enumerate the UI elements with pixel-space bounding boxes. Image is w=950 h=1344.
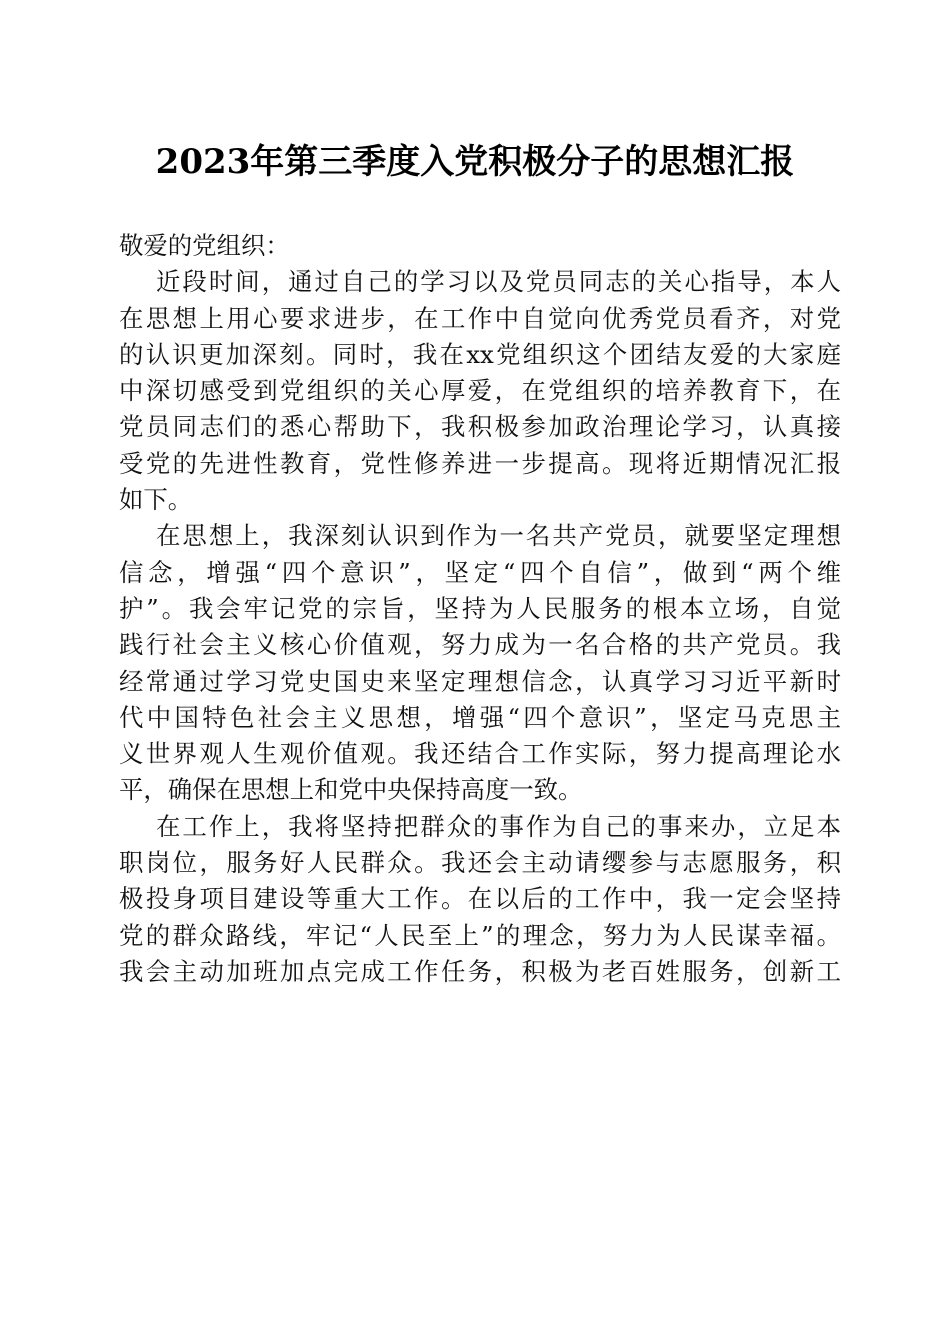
text-line: 如下。 — [119, 485, 193, 515]
document-body — [119, 228, 841, 990]
paragraph-intro — [119, 264, 841, 518]
text-line: 在思想上用心要求进步，在工作中自觉向优秀党员看齐，对党 — [119, 303, 841, 333]
text-line: 护”。我会牢记党的宗旨，坚持为人民服务的根本立场，自觉 — [119, 593, 841, 623]
text-line: 践行社会主义核心价值观，努力成为一名合格的共产党员。我 — [119, 630, 841, 660]
paragraph-work — [119, 809, 841, 990]
text-line: 极投身项目建设等重大工作。在以后的工作中，我一定会坚持 — [119, 884, 841, 914]
text-line: 信念，增强“四个意识”，坚定“四个自信”，做到“两个维 — [119, 557, 841, 587]
text-line: 义世界观人生观价值观。我还结合工作实际，努力提高理论水 — [119, 739, 841, 769]
text-line: 在思想上，我深刻认识到作为一名共产党员，就要坚定理想 — [156, 521, 841, 551]
text-line: 职岗位，服务好人民群众。我还会主动请缨参与志愿服务，积 — [119, 848, 841, 878]
salutation: 敬爱的党组织： — [119, 231, 290, 260]
text-line: 党员同志们的悉心帮助下，我积极参加政治理论学习，认真接 — [119, 412, 841, 442]
page-title: 2023年第三季度入党积极分子的思想汇报 — [155, 142, 795, 182]
text-line: 在工作上，我将坚持把群众的事作为自己的事来办，立足本 — [156, 811, 841, 841]
text-line: 中深切感受到党组织的关心厚爱，在党组织的培养教育下，在 — [119, 376, 841, 406]
text-line: 经常通过学习党史国史来坚定理想信念，认真学习习近平新时 — [119, 666, 841, 696]
text-line: 代中国特色社会主义思想，增强“四个意识”，坚定马克思主 — [119, 702, 841, 732]
text-line: 平，确保在思想上和党中央保持高度一致。 — [119, 775, 583, 805]
paragraph-thought — [119, 518, 841, 808]
text-line: 的认识更加深刻。同时，我在xx党组织这个团结友爱的大家庭 — [119, 339, 841, 369]
text-line: 近段时间，通过自己的学习以及党员同志的关心指导，本人 — [156, 267, 841, 297]
text-line: 受党的先进性教育，党性修养进一步提高。现将近期情况汇报 — [119, 448, 841, 478]
text-line: 党的群众路线，牢记“人民至上”的理念，努力为人民谋幸福。 — [119, 920, 841, 950]
text-line: 我会主动加班加点完成工作任务，积极为老百姓服务，创新工 — [119, 956, 841, 986]
